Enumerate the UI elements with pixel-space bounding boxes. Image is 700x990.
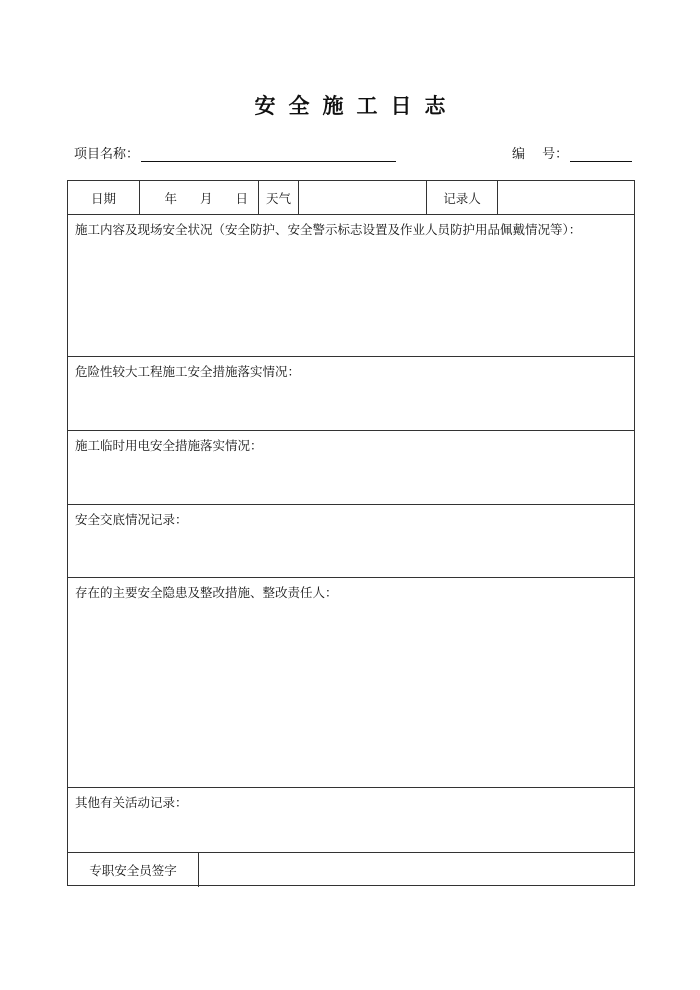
- date-label-cell: [68, 181, 140, 214]
- recorder-label-cell: [427, 181, 498, 214]
- hazardous-works-section[interactable]: [68, 357, 634, 431]
- page-title: 安全施工日志: [254, 94, 459, 118]
- construction-section-label: 施工内容及现场安全状况（安全防护、安全警示标志设置及作业人员防护用品佩戴情况等）：: [75, 222, 582, 237]
- number-field: [512, 143, 632, 162]
- signature-value-cell[interactable]: [199, 853, 636, 887]
- number-label: 编 号：: [512, 147, 569, 162]
- signature-label-cell: [68, 853, 199, 887]
- project-name-field: [74, 143, 396, 162]
- month-label: 月: [199, 190, 213, 206]
- signature-row: [68, 853, 634, 887]
- project-name-label: 项目名称：: [74, 147, 140, 162]
- safety-briefing-section[interactable]: [68, 505, 634, 578]
- weather-value-cell[interactable]: [299, 181, 427, 214]
- hazards-label: 存在的主要安全隐患及整改措施、整改责任人：: [75, 585, 338, 600]
- safety-briefing-label: 安全交底情况记录：: [75, 512, 188, 527]
- date-label: 日期: [90, 190, 116, 206]
- temp-power-label: 施工临时用电安全措施落实情况：: [75, 438, 263, 453]
- hazards-section[interactable]: [68, 578, 634, 788]
- number-input[interactable]: [570, 145, 632, 162]
- weather-label-cell: [259, 181, 299, 214]
- other-activities-section[interactable]: [68, 788, 634, 853]
- safety-log-form: [67, 180, 635, 886]
- day-label: 日: [235, 190, 248, 206]
- info-row: [68, 181, 634, 215]
- project-name-input[interactable]: [141, 145, 396, 162]
- recorder-value-cell[interactable]: [498, 181, 636, 214]
- recorder-label: 记录人: [443, 190, 481, 206]
- construction-section[interactable]: [68, 215, 634, 357]
- date-value-cell[interactable]: [140, 181, 259, 214]
- hazardous-works-label: 危险性较大工程施工安全措施落实情况：: [75, 364, 301, 379]
- weather-label: 天气: [265, 190, 291, 206]
- signature-label: 专职安全员签字: [89, 863, 177, 878]
- other-activities-label: 其他有关活动记录：: [75, 795, 188, 810]
- temp-power-section[interactable]: [68, 431, 634, 505]
- year-label: 年: [164, 190, 177, 206]
